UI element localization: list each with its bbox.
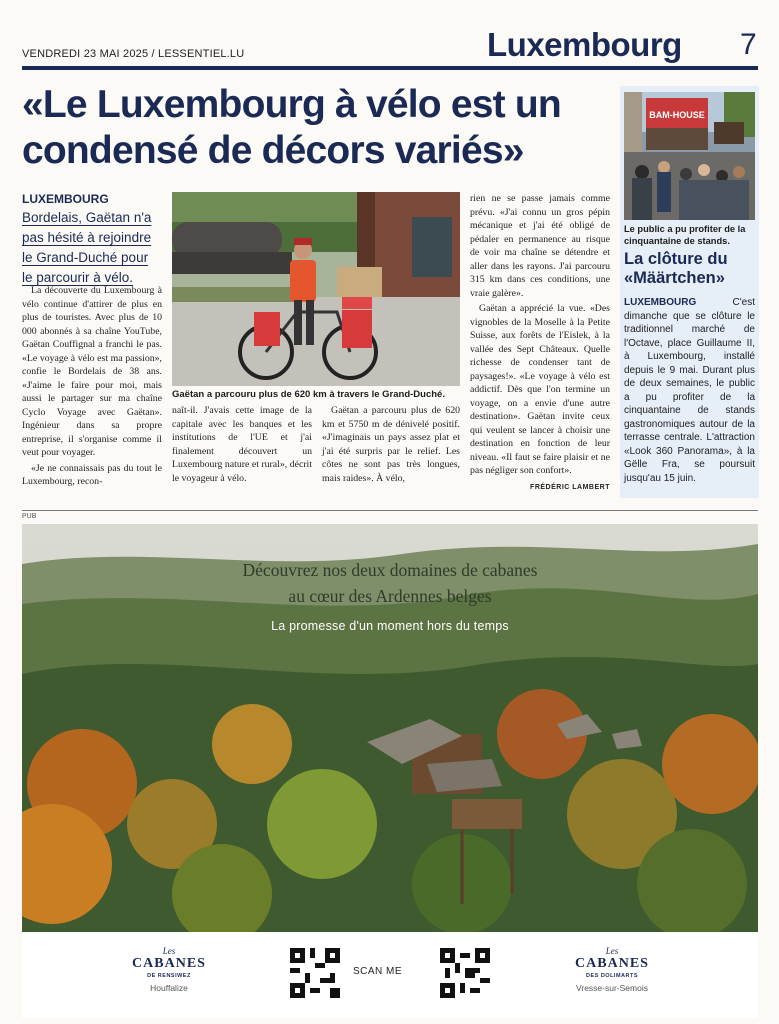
article-column-3 <box>322 404 460 487</box>
brand-logo-rensiwez[interactable] <box>114 946 224 993</box>
scan-me-label: SCAN ME <box>353 966 403 977</box>
article-headline: «Le Luxembourg à vélo est un condensé de décors variés» <box>22 83 561 172</box>
article-column-1 <box>22 284 162 491</box>
paragraph: Gaëtan a parcouru plus de 620 km et 5750 m de dénivelé positif. «J'imaginais un pays assez plat et j'ai été surpris par le relief. Les côtes ne sont pas très longues, mais raides». À vélo, <box>322 405 460 484</box>
cyclist-photo-illustration <box>172 192 460 386</box>
cabanes-advertisement[interactable] <box>22 524 758 932</box>
brand-les: Les <box>605 946 619 956</box>
paragraph: La découverte du Luxembourg à vélo continue d'attirer de plus en plus de touristes. Avec plus de 10 000 abonnés à sa chaîne YouTube, Gaëtan Couffignal a franchi le pas. «Le voyage à vélo est ma passion», confie le Bordelais de 38 ans. «J'aime le faire pour moi, mais aussi le partager sur ma chaîne Cyclo Voyage avec Gaëtan». Ingénieur dans sa propre entreprise, il s'organise comme il veut pour voyager. <box>22 285 162 458</box>
ad-separator <box>22 510 758 511</box>
ad-headline-line-1: Découvrez nos deux domaines de cabanes <box>242 560 538 580</box>
market-photo <box>624 92 755 220</box>
market-photo-caption: Le public a pu profiter de la cinquantaine de stands. <box>624 224 746 246</box>
ad-subline: La promesse d'un moment hors du temps <box>271 619 509 633</box>
page-number: 7 <box>740 28 757 61</box>
header-rule <box>22 66 758 70</box>
article-intro: Bordelais, Gaëtan n'a pas hésité à rejoindre le Grand-Duché pour le parcourir à vélo. <box>22 210 152 285</box>
sidebar-text: C'est dimanche que se clôture le traditionnel marché de l'Octave, place Guillaume II, à Luxembourg, installé depuis le 9 mai. Durant plus de deux semaines, le public a pu profiter de la cinquantaine de stands gastronomiques autour de la terrasse centrale. L'attraction «Look 360 Panorama», à la Gëlle Fra, se poursuit jusqu'au 15 juin. <box>624 297 755 484</box>
brand-sub: DE RENSIWEZ <box>147 973 191 979</box>
qr-code-icon[interactable] <box>290 948 340 998</box>
paragraph: Gaëtan a apprécié la vue. «Des vignobles de la Moselle à la Petite Suisse, aux forêts de l'Eislek, à la vallée des Sept Châteaux. Quelle richesse de condenser tant de paysages!». «Le voyage à vélo est addictif. Dès que l'on termine un voyage, on a envie d'une autre destination». Gaëtan invite ceux qui veulent se lancer à choisir une destination en fonction de leur niveau. «Il faut se faire plaisir et ne pas négliger son confort». <box>470 303 610 476</box>
sidebar-kicker: LUXEMBOURG <box>624 297 697 308</box>
article-column-2 <box>172 404 312 487</box>
ad-footer <box>22 932 758 1018</box>
photo-caption: Gaëtan a parcouru plus de 620 km à travers le Grand-Duché. <box>172 389 445 400</box>
paragraph: rien ne se passe jamais comme prévu. «J'ai connu un gros pépin mécanique et j'ai été obligé de pédaler en permanence au risque de voir ma chaîne se détendre et aller dans les rayons. J'ai parcouru 315 km dans ces conditions, une vraie galère». <box>470 193 610 299</box>
pub-label: PUB <box>22 513 37 520</box>
date-site-line: VENDREDI 23 MAI 2025 / LESSENTIEL.LU <box>22 48 245 60</box>
market-sign: BAM-HOUSE <box>649 110 705 120</box>
brand-les: Les <box>162 946 176 956</box>
ad-headline-line-2: au cœur des Ardennes belges <box>288 586 492 606</box>
article-kicker: LUXEMBOURG <box>22 192 109 206</box>
paragraph: naît-il. J'avais cette image de la capitale avec les banques et les institutions de l'UE et j'ai finalement découvert un Luxembourg nature et rural», décrit le voyageur à vélo. <box>172 405 312 484</box>
section-title: Luxembourg <box>487 26 682 63</box>
brand-place: Vresse-sur-Semois <box>576 983 648 993</box>
sidebar-body <box>624 296 755 485</box>
brand-place: Houffalize <box>150 983 188 993</box>
brand-logo-dolimarts[interactable] <box>557 946 667 993</box>
qr-code-icon[interactable] <box>440 948 490 998</box>
paragraph: «Je ne connaissais pas du tout le Luxembourg, recon- <box>22 462 162 487</box>
cyclist-photo <box>172 192 460 386</box>
brand-name: CABANES <box>132 956 206 971</box>
brand-name: CABANES <box>575 956 649 971</box>
market-photo-illustration <box>624 92 755 220</box>
byline: FRÉDÉRIC LAMBERT <box>530 483 610 491</box>
sidebar-title: La clôture du «Määrtchen» <box>624 250 728 287</box>
article-column-4 <box>470 192 610 495</box>
brand-sub: DES DOLIMARTS <box>585 973 639 979</box>
